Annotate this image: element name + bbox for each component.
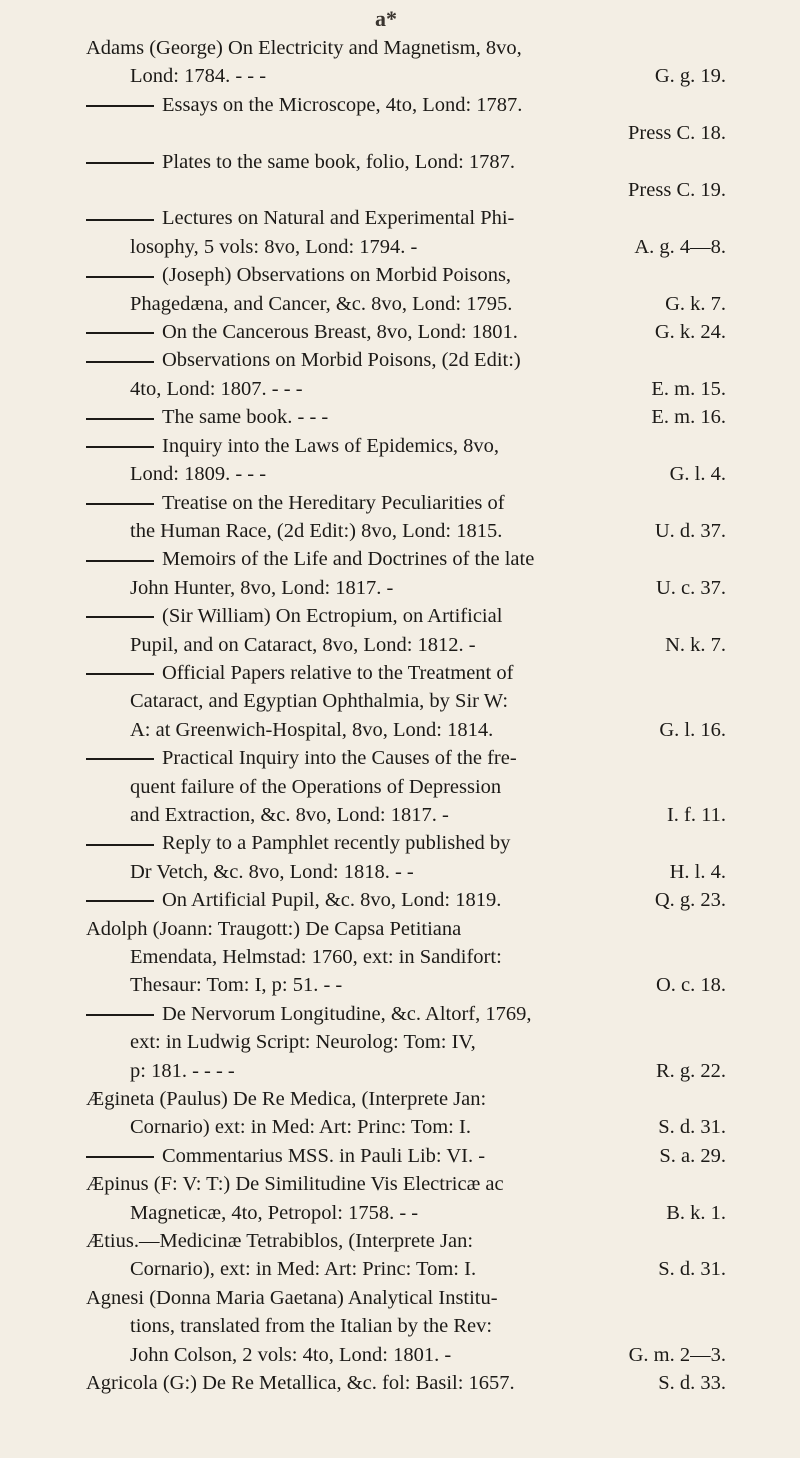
shelf-mark: G. k. 7. [665, 292, 726, 315]
entry-continuation: Cornario) ext: in Med: Art: Princ: Tom: I. [130, 1116, 471, 1139]
entry-title: De Re Medica, (Interprete Jan: [227, 1088, 487, 1111]
shelf-mark: G. k. 24. [654, 321, 726, 344]
entry-continuation: ext: in Ludwig Script: Neurolog: Tom: IV, [130, 1031, 476, 1054]
entry-title: Essays on the Microscope, 4to, Lond: 1787. [162, 93, 523, 116]
entry-title: Plates to the same book, folio, Lond: 1787. [162, 150, 516, 173]
ditto-dash [86, 673, 154, 675]
entry-title: Inquiry into the Laws of Epidemics, 8vo, [162, 434, 500, 457]
shelf-mark: Press C. 19. [628, 179, 726, 202]
page-mark: a* [375, 6, 397, 31]
ditto-dash [86, 1014, 154, 1016]
catalogue-entry [86, 489, 726, 546]
entry-continuation: John Colson, 2 vols: 4to, Lond: 1801. - [130, 1343, 452, 1366]
ditto-dash [86, 560, 154, 562]
catalogue-entry [86, 1000, 726, 1085]
shelf-mark: A. g. 4—8. [634, 235, 726, 258]
entry-continuation: Lond: 1784. - - - [130, 65, 267, 88]
entry-title: On Electricity and Magnetism, 8vo, [222, 37, 522, 59]
entry-continuation: Phagedæna, and Cancer, &c. 8vo, Lond: 1795. [130, 292, 513, 315]
catalogue-entry [86, 148, 726, 205]
entry-title: Treatise on the Hereditary Peculiarities of [162, 491, 505, 514]
entry-continuation: Lond: 1809. - - - [130, 463, 267, 486]
catalogue-entry [86, 432, 726, 489]
entry-title: Commentarius MSS. in Pauli Lib: VI. - [162, 1144, 486, 1167]
shelf-mark: E. m. 16. [651, 406, 726, 429]
catalogue-entry [86, 829, 726, 886]
catalogue-entry [86, 346, 726, 403]
entry-continuation: Dr Vetch, &c. 8vo, Lond: 1818. - - [130, 860, 414, 883]
entry-title: (Joseph) Observations on Morbid Poisons, [162, 264, 512, 287]
entry-title: Lectures on Natural and Experimental Phi- [162, 207, 515, 230]
entry-title: (Sir William) On Ectropium, on Artificial [162, 605, 503, 628]
ditto-dash [86, 418, 154, 420]
entry-continuation: tions, translated from the Italian by the Rev: [130, 1315, 493, 1338]
entry-title: Memoirs of the Life and Doctrines of the late [162, 548, 535, 571]
entry-continuation: and Extraction, &c. 8vo, Lond: 1817. - [130, 803, 449, 826]
shelf-mark: H. l. 4. [669, 860, 726, 883]
ditto-dash [86, 503, 154, 505]
catalogue-entry [86, 1142, 726, 1170]
ditto-dash [86, 758, 154, 760]
entry-author: Ætius. [86, 1230, 139, 1253]
catalogue-entry [86, 1085, 726, 1142]
entry-continuation: John Hunter, 8vo, Lond: 1817. - [130, 576, 394, 599]
shelf-mark: N. k. 7. [665, 633, 726, 656]
entry-continuation: quent failure of the Operations of Depression [130, 775, 502, 798]
shelf-mark: G. g. 19. [654, 65, 726, 88]
entry-title: On Artificial Pupil, &c. 8vo, Lond: 1819. [162, 889, 502, 912]
catalogue-entry [86, 886, 726, 914]
shelf-mark: S. d. 31. [658, 1116, 726, 1139]
shelf-mark: U. d. 37. [654, 519, 726, 542]
shelf-mark: U. c. 37. [655, 576, 726, 599]
catalogue-entry [86, 744, 726, 829]
catalogue-entry [86, 1284, 726, 1369]
shelf-mark: G. m. 2—3. [628, 1343, 726, 1366]
entry-title: De Nervorum Longitudine, &c. Altorf, 1769, [162, 1002, 532, 1025]
shelf-mark: O. c. 18. [655, 974, 726, 997]
shelf-mark: I. f. 11. [666, 803, 726, 826]
catalogue-entry [86, 1227, 726, 1284]
ditto-dash [86, 361, 154, 363]
ditto-dash [86, 162, 154, 164]
entry-title: Analytical Institu- [343, 1286, 498, 1309]
entry-author: Adams (George) [86, 37, 223, 59]
shelf-mark: R. g. 22. [655, 1059, 726, 1082]
catalogue-entry [86, 1369, 726, 1397]
catalogue-entry [86, 204, 726, 261]
catalogue-entry [86, 261, 726, 318]
catalogue-entry [86, 602, 726, 659]
entry-title: De Re Metallica, &c. fol: Basil: 1657. [197, 1372, 515, 1395]
entry-title: Practical Inquiry into the Causes of the fre- [162, 747, 517, 770]
shelf-mark: G. l. 4. [669, 463, 726, 486]
entry-title: Observations on Morbid Poisons, (2d Edit:) [162, 349, 521, 372]
entry-author: Adolph (Joann: Traugott:) [86, 917, 301, 940]
entry-title: Reply to a Pamphlet recently published by [162, 832, 511, 855]
shelf-mark: S. d. 33. [658, 1372, 726, 1395]
entry-continuation: losophy, 5 vols: 8vo, Lond: 1794. - [130, 235, 418, 258]
entry-title: De Capsa Petitiana [300, 917, 462, 940]
catalogue-entry [86, 34, 726, 91]
entry-title: The same book. - - - [162, 406, 329, 429]
ditto-dash [86, 219, 154, 221]
entry-continuation: Thesaur: Tom: I, p: 51. - - [130, 974, 343, 997]
entry-title: Official Papers relative to the Treatment of [162, 661, 514, 684]
catalogue-entry [86, 318, 726, 346]
ditto-dash [86, 1156, 154, 1158]
shelf-mark: B. k. 1. [666, 1201, 726, 1224]
ditto-dash [86, 276, 154, 278]
entry-continuation: Magneticæ, 4to, Petropol: 1758. - - [130, 1201, 419, 1224]
shelf-mark: S. d. 31. [658, 1258, 726, 1281]
catalogue-list [86, 34, 726, 1398]
catalogue-entry [86, 545, 726, 602]
ditto-dash [86, 332, 154, 334]
shelf-mark: Q. g. 23. [654, 889, 726, 912]
ditto-dash [86, 105, 154, 107]
shelf-mark: Press C. 18. [628, 122, 726, 145]
shelf-mark: E. m. 15. [651, 377, 726, 400]
shelf-mark: S. a. 29. [659, 1144, 726, 1167]
entry-continuation: Cornario), ext: in Med: Art: Princ: Tom: I. [130, 1258, 477, 1281]
catalogue-entry [86, 91, 726, 148]
entry-author: Agricola (G:) [86, 1372, 197, 1395]
shelf-mark: G. l. 16. [659, 718, 726, 741]
entry-continuation: Pupil, and on Cataract, 8vo, Lond: 1812. - [130, 633, 476, 656]
entry-continuation: Cataract, and Egyptian Ophthalmia, by Sir W: [130, 690, 509, 713]
catalogue-entry [86, 659, 726, 744]
entry-continuation: A: at Greenwich-Hospital, 8vo, Lond: 1814. [130, 718, 494, 741]
entry-title: On the Cancerous Breast, 8vo, Lond: 1801. [162, 321, 518, 344]
entry-author: Ægineta (Paulus) [86, 1088, 228, 1111]
entry-continuation: the Human Race, (2d Edit:) 8vo, Lond: 1815. [130, 519, 503, 542]
catalogue-entry [86, 403, 726, 431]
entry-title: De Similitudine Vis Electricæ ac [230, 1173, 504, 1196]
entry-continuation: Emendata, Helmstad: 1760, ext: in Sandifort: [130, 946, 502, 968]
ditto-dash [86, 900, 154, 902]
catalogue-entry [86, 915, 726, 1000]
entry-continuation: p: 181. - - - - [130, 1059, 235, 1082]
entry-continuation: 4to, Lond: 1807. - - - [130, 377, 303, 400]
entry-title: —Medicinæ Tetrabiblos, (Interprete Jan: [138, 1230, 474, 1253]
ditto-dash [86, 446, 154, 448]
ditto-dash [86, 844, 154, 846]
entry-author: Agnesi (Donna Maria Gaetana) [86, 1286, 344, 1309]
ditto-dash [86, 616, 154, 618]
entry-author: Æpinus (F: V: T:) [86, 1173, 231, 1196]
catalogue-entry [86, 1170, 726, 1227]
